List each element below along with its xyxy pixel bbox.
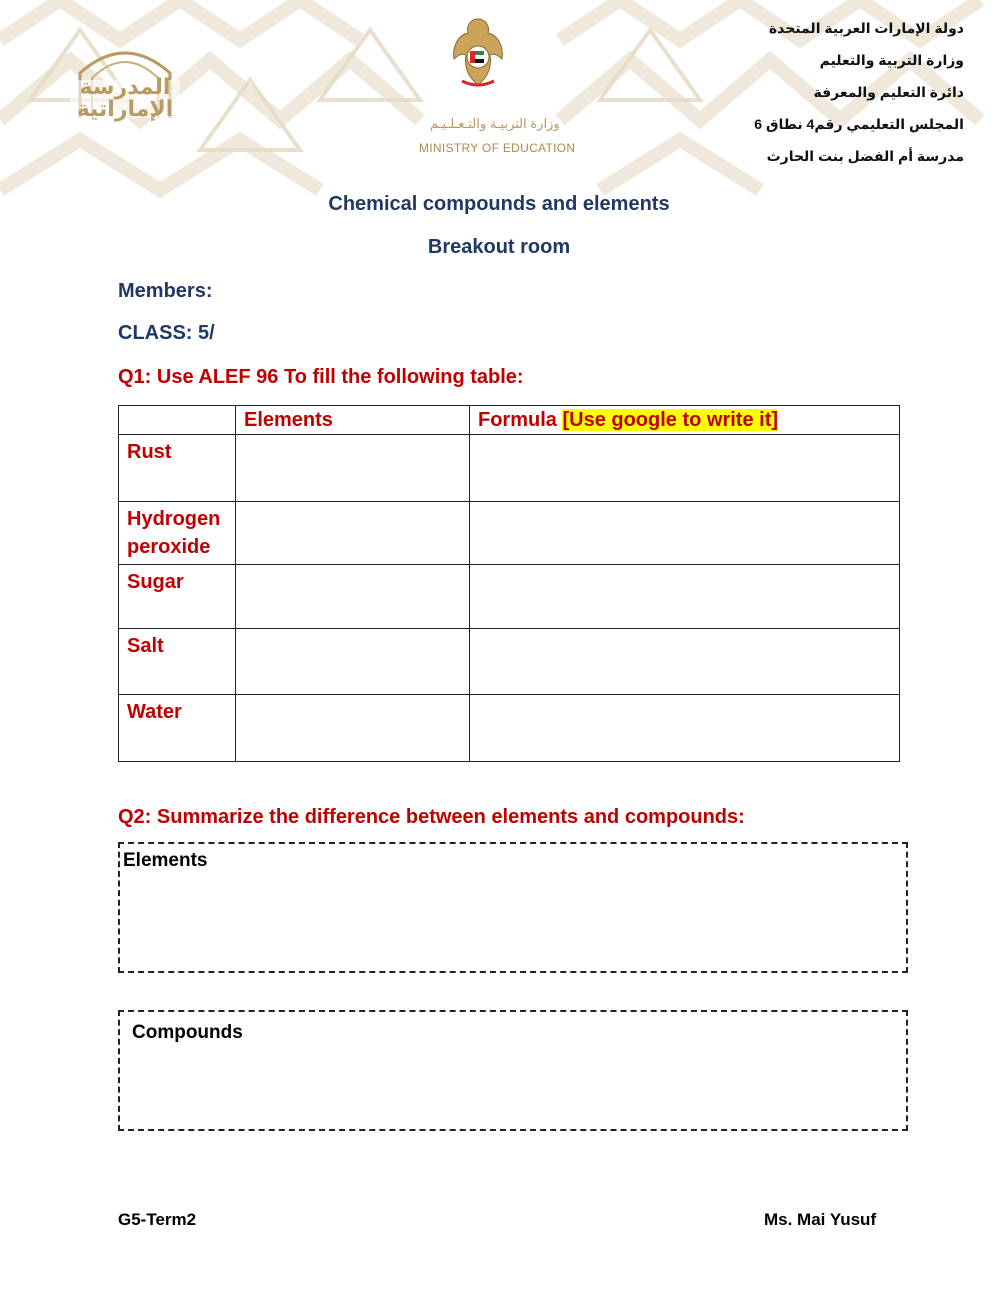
header-council: المجلس التعليمي رقم4 نطاق 6 [754,116,964,132]
table-row [119,502,900,565]
question-1: Q1: Use ALEF 96 To fill the following table: [118,366,524,388]
compounds-answer-box[interactable] [118,1010,908,1131]
school-logo-text: المدرسة الإماراتية [76,74,174,121]
elements-box-label: Elements [123,850,208,871]
elements-answer-box[interactable] [118,842,908,973]
header-school: مدرسة أم الفضل بنت الحارث [766,148,964,164]
row-label-water: Water [119,695,236,762]
water-elements-cell[interactable] [236,695,470,762]
school-logo [60,38,190,128]
table-row [119,695,900,762]
table-header-empty [119,406,236,435]
table-header-elements [236,406,470,435]
header-ministry: وزارة التربية والتعليم [819,52,964,68]
sugar-formula-cell[interactable] [470,565,900,629]
page-title: Chemical compounds and elements [328,193,670,215]
hydrogen-peroxide-elements-cell[interactable] [236,502,470,565]
salt-elements-cell[interactable] [236,629,470,695]
footer-teacher: Ms. Mai Yusuf [764,1210,877,1229]
table-row [119,629,900,695]
row-label-salt: Salt [119,629,236,695]
row-label-hydrogen-peroxide: Hydrogen peroxide [119,502,236,565]
table-row [119,435,900,502]
table-header-row [119,406,900,435]
class-label: CLASS: 5/ [118,322,215,344]
header-country: دولة الإمارات العربية المتحدة [768,20,964,36]
members-label: Members: [118,280,213,302]
ministry-english-name: MINISTRY OF EDUCATION [419,141,576,155]
table-row [119,565,900,629]
hydrogen-peroxide-formula-cell[interactable] [470,502,900,565]
rust-formula-cell[interactable] [470,435,900,502]
salt-formula-cell[interactable] [470,629,900,695]
compounds-box-label: Compounds [132,1022,243,1043]
rust-elements-cell[interactable] [236,435,470,502]
sugar-elements-cell[interactable] [236,565,470,629]
formula-header-label: Formula [478,409,557,431]
ministry-arabic-name: وزارة التربيـة والتـعـلـيـم [430,116,560,131]
page-subtitle: Breakout room [427,236,571,258]
formula-hint-highlight: [Use google to write it] [562,409,779,431]
elements-header-label: Elements [244,409,333,431]
uae-emblem [448,15,508,90]
header-department: دائرة التعليم والمعرفة [813,84,964,100]
row-label-sugar: Sugar [119,565,236,629]
table-header-formula [470,406,900,435]
row-label-rust: Rust [119,435,236,502]
compounds-table [118,405,900,762]
footer-term: G5-Term2 [118,1210,197,1229]
question-2: Q2: Summarize the difference between elements and compounds: [118,806,745,828]
water-formula-cell[interactable] [470,695,900,762]
